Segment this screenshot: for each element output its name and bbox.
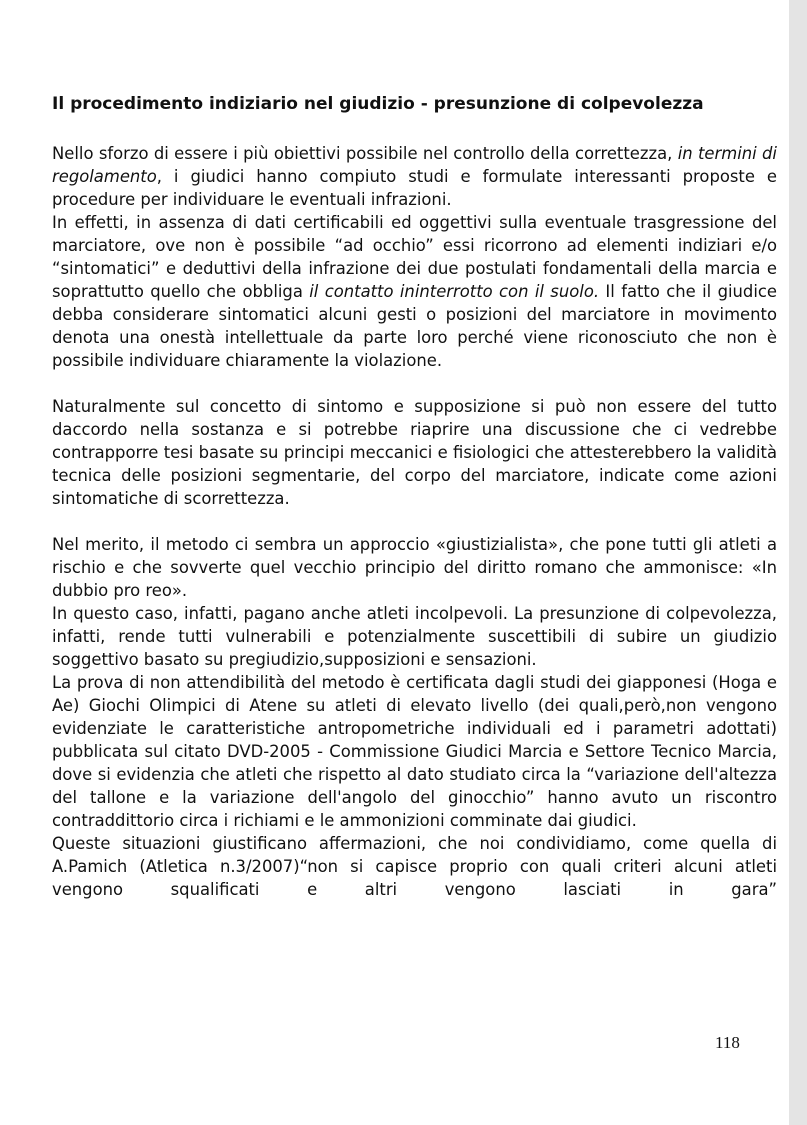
paragraph-5: In questo caso, infatti, pagano anche atleti incolpevoli. La presunzione di colpevolezza, infatti, rende tutti vulnerabili e potenzialmente suscettibili di subire un giudizio soggettivo basato su pregiudizio,supposizioni e sensazioni. [52, 604, 777, 669]
paragraph-6: La prova di non attendibilità del metodo è certificata dagli studi dei giapponesi (Hoga e Ae) Giochi Olimpici di Atene su atleti di elevato livello (dei quali,però,non vengono evidenziate le caratteristiche antropometriche individuali ed i parametri adottati) pubblicata sul citato DVD-2005 - Commissione Giudici Marcia e Settore Tecnico Marcia, dove si evidenzia che atleti che rispetto al dato studiato circa la “variazione dell'altezza del tallone e la variazione dell'angolo del ginocchio” hanno avuto un riscontro contraddittorio circa i richiami e le ammonizioni comminate dai giudici. [52, 673, 777, 830]
paragraph-3: Naturalmente sul concetto di sintomo e supposizione si può non essere del tutto daccordo nella sostanza e si potrebbe riaprire una discussione che ci vedrebbe contrapporre tesi basate su principi meccanici e fisiologici che attesterebbero la validità tecnica delle posizioni segmentarie, del corpo del marciatore, indicate come azioni sintomatiche di scorrettezza. [52, 397, 777, 508]
paragraph-2-text-a: In effetti, in assenza di dati certificabili ed oggettivi sulla eventuale trasgressione del marciatore, ove non è possibile “ad occhio” essi ricorrono ad elementi indiziari e/o “sintomatici” e deduttivi della infrazione dei due postulati fondamentali della marcia e soprattutto quello che obbliga [52, 213, 777, 301]
paragraph-2-italic: il contatto ininterrotto con il suolo. [309, 282, 600, 301]
page-edge-strip [789, 0, 807, 1125]
paragraph-2-text-b: Il fatto che il giudice debba considerare sintomatici alcuni gesti o posizioni del marciatore in movimento denota una onestà intellettuale da parte loro perché viene riconosciuto che non è possibile individuare chiaramente la violazione. [52, 282, 777, 370]
paragraph-7: Queste situazioni giustificano affermazioni, che noi condividiamo, come quella di A.Pamich (Atletica n.3/2007)“non si capisce proprio con quali criteri alcuni atleti vengono squalificati e altri vengono lasciati in gara” [52, 834, 777, 899]
paragraph-1 [52, 142, 777, 211]
paragraph-1-italic: in termini di regolamento [52, 144, 777, 186]
paragraph-1-text-b: , i giudici hanno compiuto studi e formulate interessanti proposte e procedure per individuare le eventuali infrazioni. [52, 167, 777, 209]
paragraph-1-text-a: Nello sforzo di essere i più obiettivi possibile nel controllo della correttezza, [52, 144, 678, 163]
section-heading: Il procedimento indiziario nel giudizio - presunzione di colpevolezza [52, 94, 704, 114]
page-number: 118 [715, 1033, 740, 1052]
paragraph-2 [52, 211, 777, 372]
document-body [52, 93, 777, 901]
paragraph-4: Nel merito, il metodo ci sembra un approccio «giustizialista», che pone tutti gli atleti a rischio e che sovverte quel vecchio principio del diritto romano che ammonisce: «In dubbio pro reo». [52, 535, 777, 600]
